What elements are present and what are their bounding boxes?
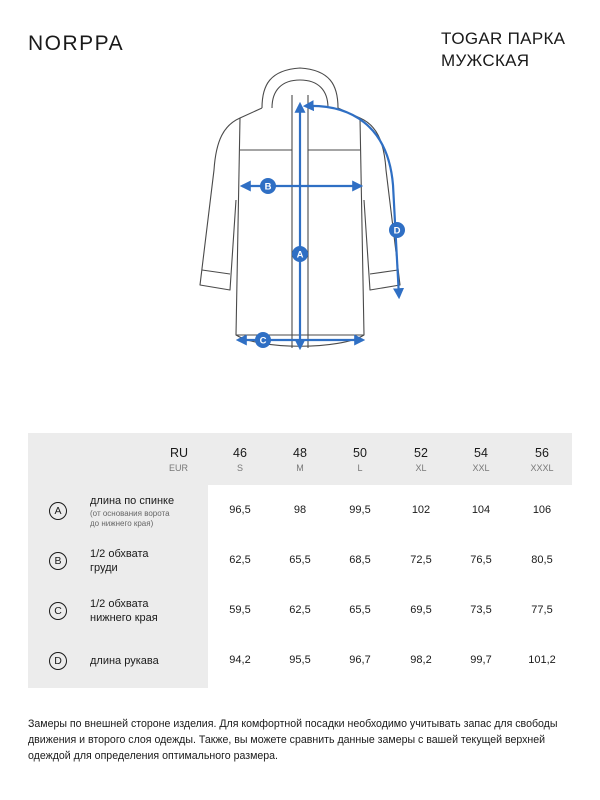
badge-a-label: A [296,249,304,261]
size-eur-l: L [357,463,363,473]
row-a-value: 98 [293,504,307,516]
row-b-value: 62,5 [229,554,251,566]
size-ru-48: 48 [293,446,307,460]
row-a-value: 102 [411,504,431,516]
brand-logo: NORPPA [28,32,125,55]
size-eur-xxl: XXL [472,463,490,473]
row-c-line1: 1/2 обхвата [90,598,149,610]
row-a-value: 104 [471,504,491,516]
measurement-note [28,716,573,764]
row-b-value: 68,5 [349,554,371,566]
size-ru-52: 52 [414,446,428,460]
row-b-value: 65,5 [289,554,311,566]
row-b-line2: груди [90,562,118,574]
size-eur-s: S [236,463,243,473]
row-c-line2: нижнего края [90,612,158,624]
size-eur-m: M [296,463,304,473]
row-b-value: 72,5 [410,554,432,566]
badge-c-label: C [259,335,267,347]
header-ru-label: RU [169,446,188,460]
row-a-note1: (от основания ворота [90,509,170,518]
row-d-letter: D [49,652,67,670]
size-ru-46: 46 [233,446,247,460]
size-table [28,433,572,688]
product-title-line1: TOGAR ПАРКА [441,29,566,48]
product-title-line2: МУЖСКАЯ [441,51,530,70]
row-c-value: 69,5 [410,604,432,616]
note-line2: движения и второго слоя одежды. Также, вы можете сравнить данные замеры с вашей текущей верхней [28,734,546,746]
row-c-value: 59,5 [229,604,251,616]
row-d-value: 101,2 [528,654,556,666]
row-b-value: 80,5 [531,554,553,566]
row-a-note2: до нижнего края) [90,519,154,528]
badge-c [255,332,271,348]
row-d-value: 99,7 [470,654,492,666]
row-a-value: 106 [532,504,552,516]
size-ru-50: 50 [353,446,367,460]
row-a-value: 96,5 [229,504,251,516]
row-d-value: 98,2 [410,654,432,666]
row-b-value: 76,5 [470,554,492,566]
size-ru-54: 54 [474,446,488,460]
row-c-value: 62,5 [289,604,311,616]
badge-b-label: B [264,181,272,193]
row-a-letter: A [49,502,67,520]
measurement-badges [255,178,405,348]
measurement-arrows [238,104,399,348]
size-eur-xxxl: XXXL [530,463,554,473]
note-line1: Замеры по внешней стороне изделия. Для комфортной посадки необходимо учитывать запас для свободы [28,718,558,730]
row-d-value: 96,7 [349,654,371,666]
arrow-d [305,106,399,297]
badge-d [389,222,405,238]
row-d-value: 94,2 [229,654,251,666]
row-b-letter: B [49,552,67,570]
row-c-value: 73,5 [470,604,492,616]
row-a-name: длина по спинке [90,495,175,507]
row-c-value: 65,5 [349,604,371,616]
size-ru-56: 56 [535,446,549,460]
row-c-value: 77,5 [531,604,553,616]
row-d-name: длина рукава [90,655,159,667]
note-line3: одеждой для определения оптимального размера. [28,750,279,762]
size-eur-xl: XL [415,463,427,473]
row-d-value: 95,5 [289,654,311,666]
badge-a [292,246,308,262]
row-b-line1: 1/2 обхвата [90,548,149,560]
header-eur-label: EUR [168,463,188,473]
row-a-value: 99,5 [349,504,371,516]
badge-d-label: D [393,225,401,237]
row-c-letter: C [49,602,67,620]
badge-b [260,178,276,194]
